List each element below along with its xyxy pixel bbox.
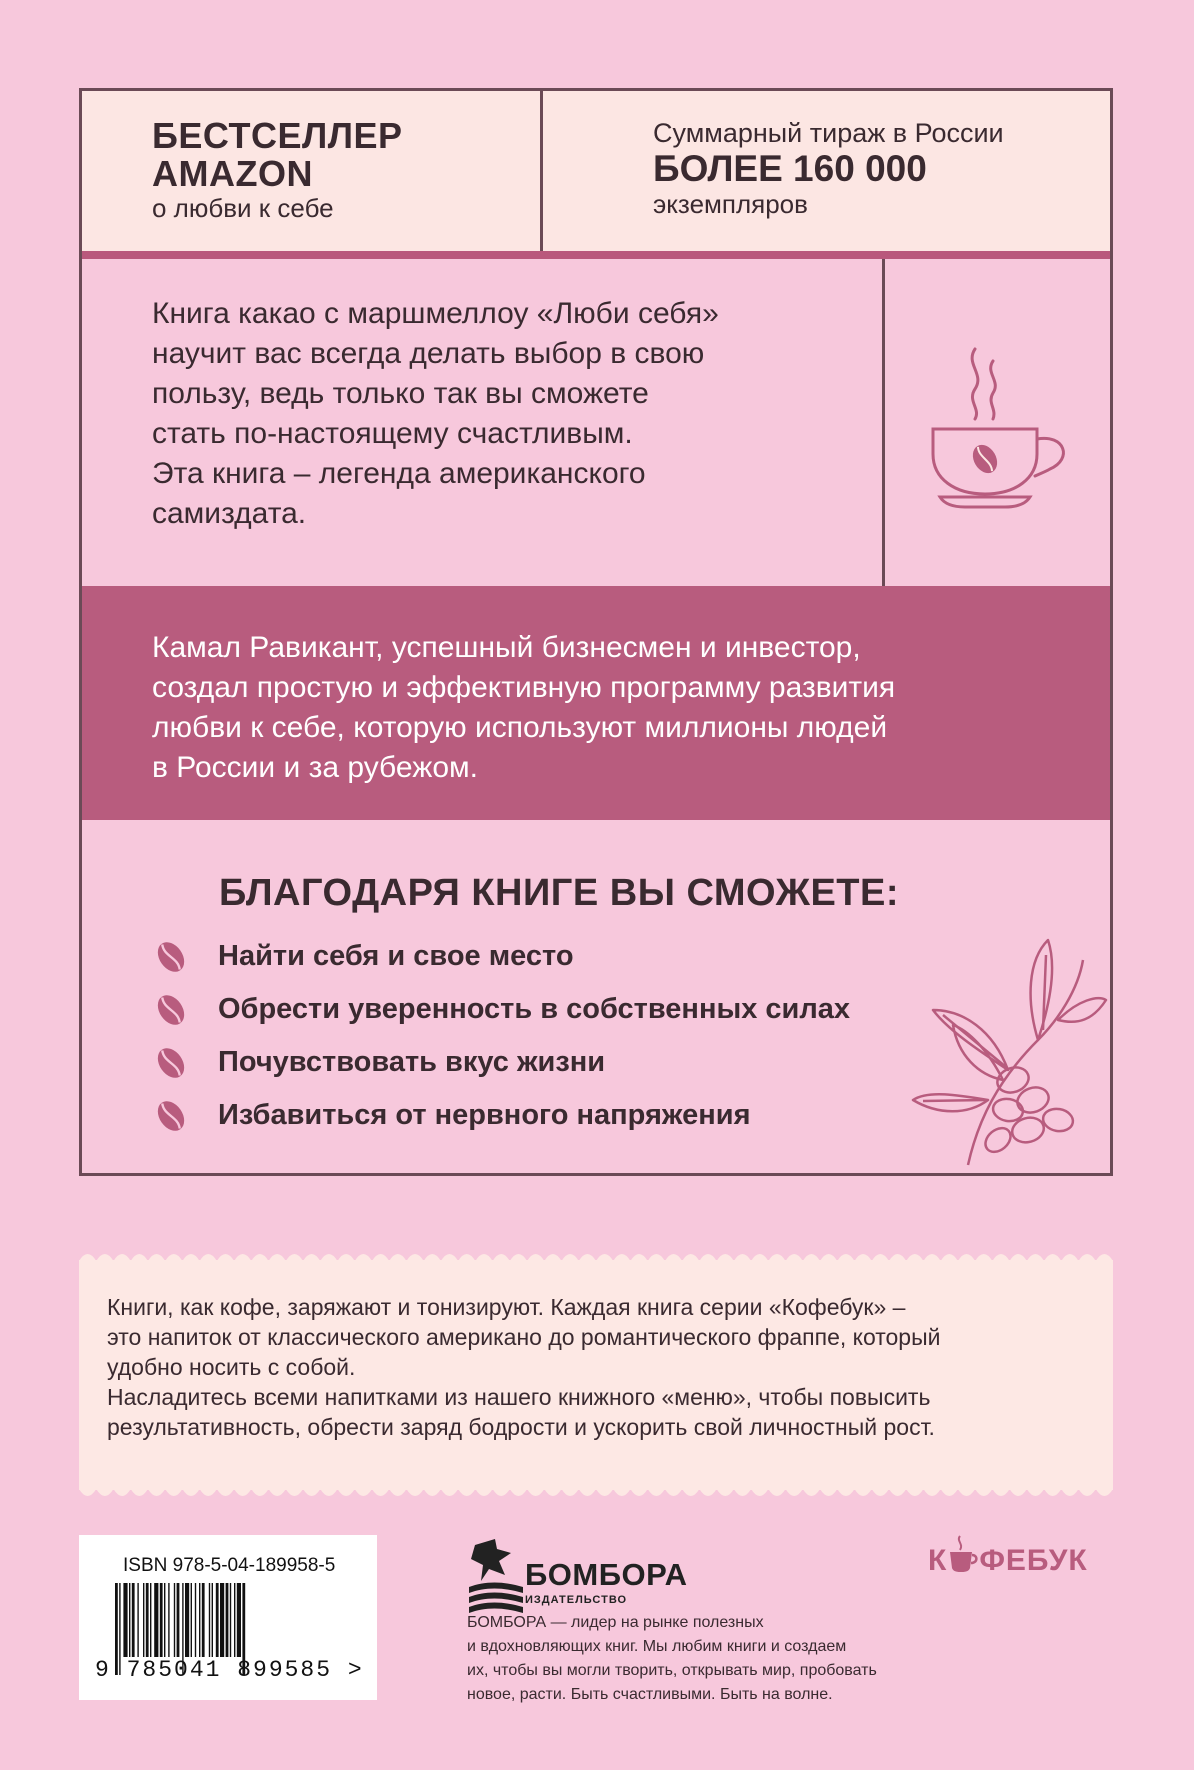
publisher-desc-line: БОМБОРА — лидер на рынке полезных xyxy=(467,1614,764,1631)
barcode-bar xyxy=(185,1583,189,1657)
benefits-section xyxy=(82,820,1110,1173)
circulation-line1: Суммарный тираж в России xyxy=(653,118,1004,148)
coffee-bean-icon xyxy=(152,991,190,1029)
barcode-bar xyxy=(174,1583,175,1657)
barcode-box xyxy=(79,1535,377,1700)
bestseller-subtitle: о любви к себе xyxy=(152,193,334,223)
barcode-bar xyxy=(212,1583,213,1657)
coffee-cup-cell xyxy=(885,259,1110,586)
description-line: научит вас всегда делать выбор в свою xyxy=(152,337,705,370)
series-logo-prefix: К xyxy=(928,1544,948,1577)
barcode-bar xyxy=(220,1583,224,1657)
barcode-bar xyxy=(146,1583,149,1657)
description-line: пользу, ведь только так вы сможете xyxy=(152,377,649,410)
coffee-bean-icon xyxy=(152,938,190,976)
publisher-desc-line: их, чтобы вы могли творить, открывать мир, пробовать xyxy=(467,1662,877,1679)
barcode-bar xyxy=(191,1583,192,1657)
bestseller-cell xyxy=(82,91,543,251)
description-line: стать по-настоящему счастливым. xyxy=(152,417,633,450)
info-frame xyxy=(79,88,1113,1176)
publisher-name: БОМБОРА xyxy=(525,1557,688,1592)
benefit-text: Найти себя и свое место xyxy=(218,940,574,972)
barcode-bar xyxy=(164,1583,165,1657)
promo-line: результативность, обрести заряд бодрости и ускорить свой личностный рост. xyxy=(107,1414,935,1440)
barcode-bar xyxy=(237,1583,241,1657)
coffee-bean-icon xyxy=(152,1097,190,1135)
list-item xyxy=(152,930,850,983)
barcode-bar xyxy=(177,1583,180,1657)
description-text xyxy=(82,259,885,586)
list-item xyxy=(152,1036,850,1089)
publisher-desc-line: и вдохновляющих книг. Мы любим книги и создаем xyxy=(467,1638,847,1655)
barcode-bar xyxy=(123,1583,127,1657)
author-line: создал простую и эффективную программу развития xyxy=(152,671,896,704)
publisher-description xyxy=(467,1611,967,1707)
barcode-bar xyxy=(129,1583,130,1657)
bombora-logo-icon xyxy=(467,1535,527,1615)
author-line: в России и за рубежом. xyxy=(152,751,478,784)
barcode-bar xyxy=(234,1583,235,1657)
description-line: Эта книга – легенда американского xyxy=(152,457,646,490)
list-item xyxy=(152,983,850,1036)
series-logo xyxy=(928,1510,1118,1580)
barcode-bar xyxy=(226,1583,229,1657)
benefits-list xyxy=(152,930,850,1142)
isbn-text: ISBN 978-5-04-189958-5 xyxy=(123,1555,336,1576)
promo-box xyxy=(79,1260,1113,1490)
barcode-bar xyxy=(195,1583,196,1657)
coffee-branch-icon xyxy=(908,930,1108,1170)
benefit-text: Обрести уверенность в собственных силах xyxy=(218,993,851,1025)
coffee-bean-icon xyxy=(152,1044,190,1082)
promo-line: Книги, как кофе, заряжают и тонизируют. Каждая книга серии «Кофебук» – xyxy=(107,1294,906,1320)
benefit-text: Почувствовать вкус жизни xyxy=(218,1046,606,1078)
promo-line: Насладитесь всеми напитками из нашего книжного «меню», чтобы повысить xyxy=(107,1384,931,1410)
barcode-bar xyxy=(199,1583,200,1657)
publisher-desc-line: новое, расти. Быть счастливыми. Быть на волне. xyxy=(467,1686,833,1703)
author-line: любви к себе, которую используют миллионы людей xyxy=(152,711,888,744)
description-section xyxy=(82,259,1110,586)
barcode-bar xyxy=(209,1583,210,1657)
barcode-bar xyxy=(137,1583,138,1657)
promo-wavy-bottom xyxy=(79,1489,1113,1503)
circulation-cell xyxy=(543,91,1110,251)
bestseller-line2: AMAZON xyxy=(152,153,313,194)
coffee-cup-icon xyxy=(905,329,1095,529)
coffee-cup-logo-icon xyxy=(948,1534,978,1574)
benefit-text: Избавиться от нервного напряжения xyxy=(218,1099,751,1131)
bestseller-line1: БЕСТСЕЛЛЕР xyxy=(152,115,403,156)
list-item xyxy=(152,1089,850,1142)
promo-wavy-top xyxy=(79,1247,1113,1261)
barcode-bar xyxy=(230,1583,231,1657)
accent-band xyxy=(82,251,1110,259)
circulation-line3: экземпляров xyxy=(653,189,808,219)
barcode-bar xyxy=(216,1583,219,1657)
barcode-bar xyxy=(154,1583,158,1657)
series-logo-suffix: ФЕБУК xyxy=(979,1544,1088,1577)
promo-line: удобно носить с собой. xyxy=(107,1354,356,1380)
publisher-subtitle: ИЗДАТЕЛЬСТВО xyxy=(525,1594,628,1606)
description-line: Книга какао с маршмеллоу «Люби себя» xyxy=(152,297,719,330)
top-row xyxy=(82,91,1110,251)
barcode-bar xyxy=(168,1583,169,1657)
barcode-digits: 9 785041 899585 > xyxy=(95,1657,364,1683)
barcode-bar xyxy=(143,1583,144,1657)
circulation-figure: БОЛЕЕ 160 000 xyxy=(653,148,927,189)
promo-line: это напиток от классического американо до романтического фраппе, который xyxy=(107,1324,941,1350)
barcode-bar xyxy=(132,1583,135,1657)
description-line: самиздата. xyxy=(152,497,307,530)
benefits-title: БЛАГОДАРЯ КНИГЕ ВЫ СМОЖЕТЕ: xyxy=(219,872,900,914)
author-line: Камал Равикант, успешный бизнесмен и инвестор, xyxy=(152,631,861,664)
author-section xyxy=(82,586,1110,820)
barcode-bar xyxy=(160,1583,163,1657)
series-logo-text xyxy=(928,1534,1088,1578)
barcode-bar xyxy=(150,1583,151,1657)
barcode-bar xyxy=(202,1583,205,1657)
